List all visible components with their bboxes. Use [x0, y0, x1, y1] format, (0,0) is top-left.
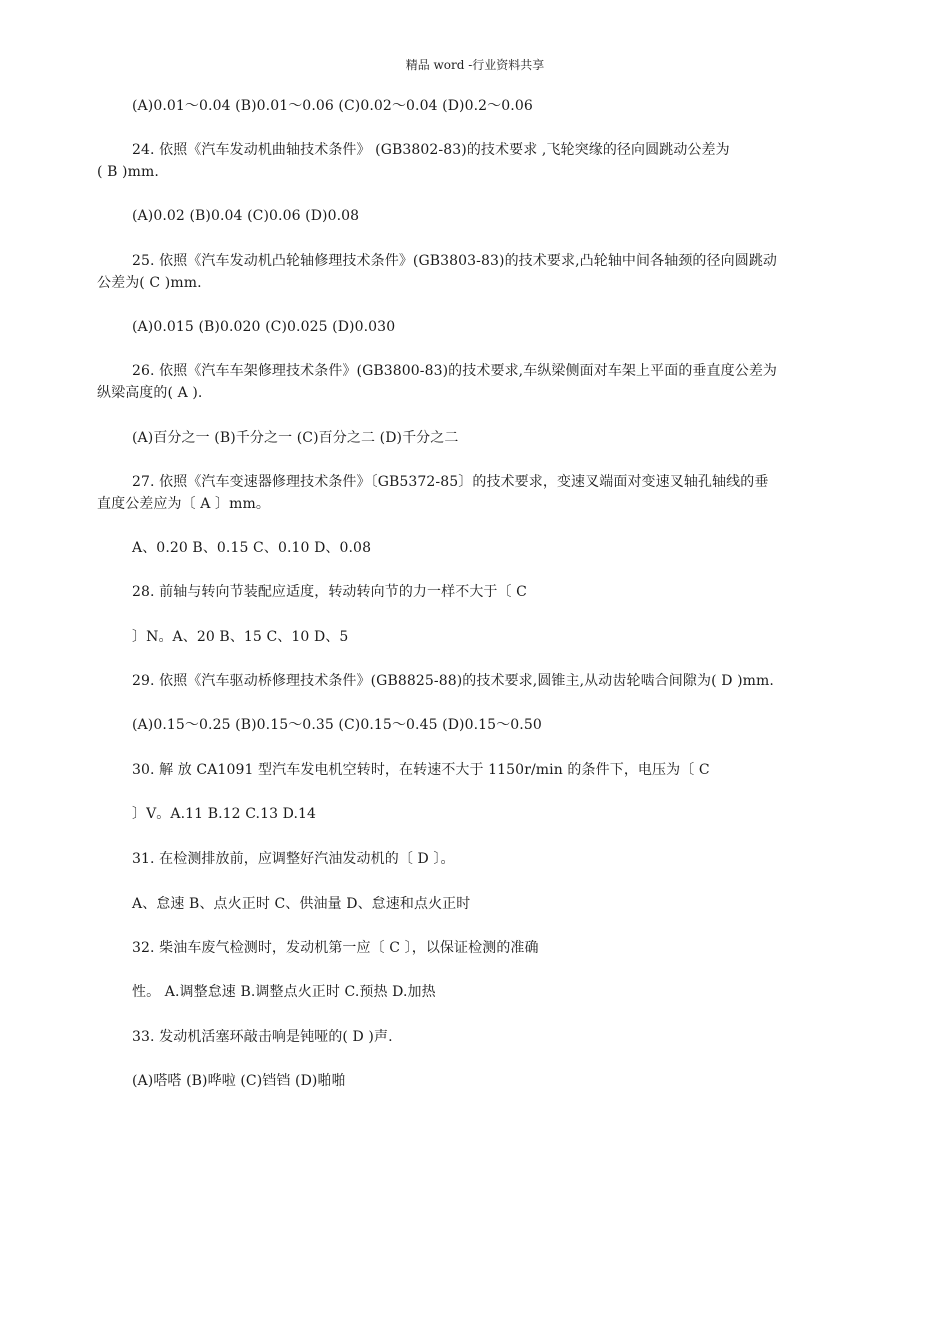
- q25-options: (A)0.015 (B)0.020 (C)0.025 (D)0.030: [132, 319, 396, 335]
- q31-options: A、怠速 B、点火正时 C、供油量 D、怠速和点火正时: [132, 896, 471, 912]
- q32-text: 32. 柴油车废气检测时，发动机第一应〔 C 〕，以保证检测的准确: [132, 940, 539, 956]
- q33-text: 33. 发动机活塞环敲击响是钝哑的( D )声.: [132, 1029, 393, 1045]
- q29-options: (A)0.15～0.25 (B)0.15～0.35 (C)0.15～0.45 (D)0.15～0.50: [132, 717, 542, 733]
- q24-text-cont: ( B )mm.: [97, 164, 159, 180]
- q33-options: (A)嗒嗒 (B)哗啦 (C)铛铛 (D)啪啪: [132, 1073, 346, 1089]
- q24-text: 24. 依照《汽车发动机曲轴技术条件》 (GB3802-83)的技术要求 ,飞轮突缘的径向圆跳动公差为: [132, 142, 730, 158]
- q26-options: (A)百分之一 (B)千分之一 (C)百分之二 (D)千分之二: [132, 430, 459, 446]
- q30-options: 〕V。A.11 B.12 C.13 D.14: [132, 806, 317, 822]
- q27-text: 27. 依照《汽车变速器修理技术条件》〔GB5372-85〕的技术要求，变速叉端面对变速叉轴孔轴线的垂: [132, 474, 769, 490]
- q28-options: 〕N。A、20 B、15 C、10 D、5: [132, 629, 349, 645]
- q31-text: 31. 在检测排放前，应调整好汽油发动机的〔 D 〕。: [132, 851, 455, 867]
- page-header: 精品 word -行业资料共享: [405, 58, 545, 72]
- q23-options: (A)0.01～0.04 (B)0.01～0.06 (C)0.02～0.04 (D)0.2～0.06: [132, 98, 533, 114]
- q27-text-cont: 直度公差应为〔 A 〕mm。: [97, 496, 270, 512]
- q30-text: 30. 解 放 CA1091 型汽车发电机空转时，在转速不大于 1150r/min 的条件下，电压为〔 C: [132, 762, 710, 778]
- q32-options: 性。 A.调整怠速 B.调整点火正时 C.预热 D.加热: [132, 984, 436, 1000]
- q24-options: (A)0.02 (B)0.04 (C)0.06 (D)0.08: [132, 208, 360, 224]
- q25-text: 25. 依照《汽车发动机凸轮轴修理技术条件》(GB3803-83)的技术要求,凸轮轴中间各轴颈的径向圆跳动: [132, 253, 778, 269]
- q29-text: 29. 依照《汽车驱动桥修理技术条件》(GB8825-88)的技术要求,圆锥主,从动齿轮啮合间隙为( D )mm.: [132, 673, 774, 689]
- q27-options: A、0.20 B、0.15 C、0.10 D、0.08: [132, 540, 372, 556]
- q26-text-cont: 纵梁高度的( A ).: [97, 385, 203, 401]
- q26-text: 26. 依照《汽车车架修理技术条件》(GB3800-83)的技术要求,车纵梁侧面对车架上平面的垂直度公差为: [132, 363, 778, 379]
- q28-text: 28. 前轴与转向节装配应适度，转动转向节的力一样不大于〔 C: [132, 584, 527, 600]
- q25-text-cont: 公差为( C )mm.: [97, 275, 202, 291]
